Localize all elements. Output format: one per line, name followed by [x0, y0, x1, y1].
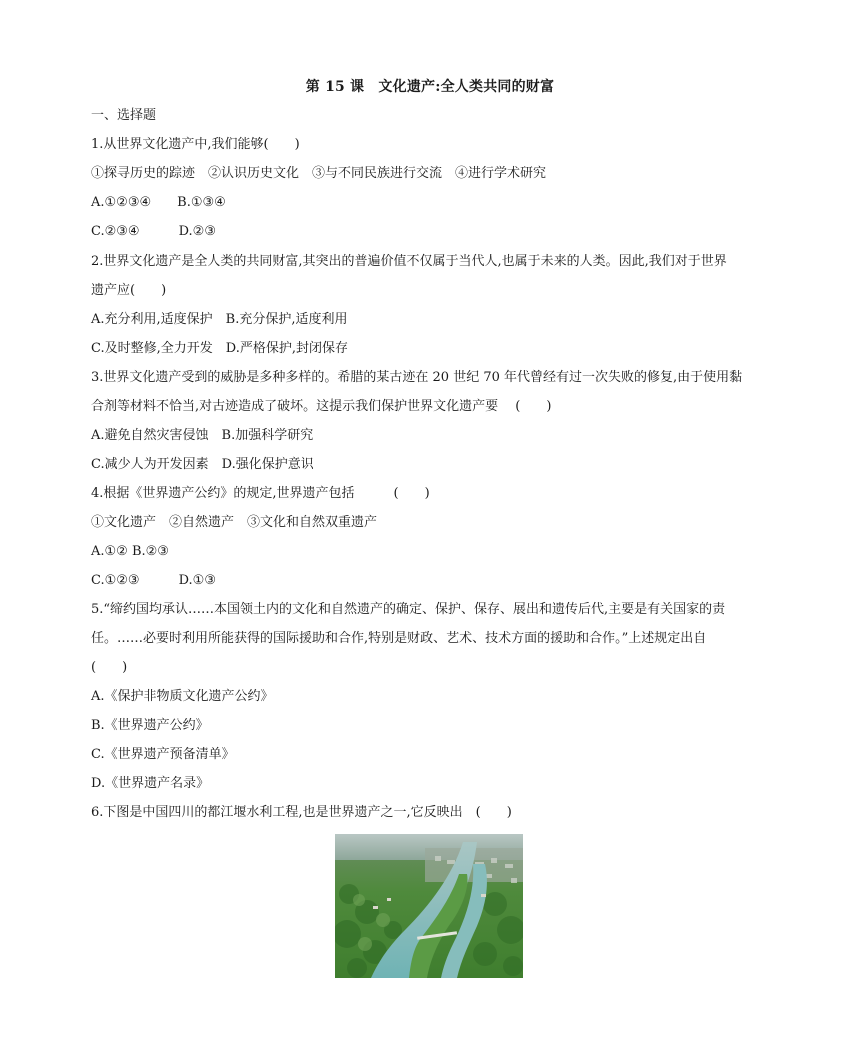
q6-stem: 6.下图是中国四川的都江堰水利工程,也是世界遗产之一,它反映出 ( ): [91, 805, 512, 820]
q5-option-c: C.《世界遗产预备清单》: [91, 747, 235, 762]
section-heading: 一、选择题: [91, 108, 157, 123]
q5-option-b: B.《世界遗产公约》: [91, 718, 209, 733]
q3-options-ab: A.避免自然灾害侵蚀 B.加强科学研究: [91, 428, 314, 443]
q3-options-cd: C.减少人为开发因素 D.强化保护意识: [91, 457, 314, 472]
q5-option-a: A.《保护非物质文化遗产公约》: [91, 689, 274, 704]
lesson-title: 第 15 课 文化遗产:全人类共同的财富: [305, 79, 555, 95]
q5-option-d: D.《世界遗产名录》: [91, 776, 210, 791]
q3-stem-line1: 3.世界文化遗产受到的威胁是多种多样的。希腊的某古迹在 20 世纪 70 年代曾经有过一次失败的修复,由于使用黏: [91, 370, 743, 385]
q4-options-cd: C.①②③ D.①③: [91, 573, 216, 588]
q2-options-cd: C.及时整修,全力开发 D.严格保护,封闭保存: [91, 341, 348, 356]
q1-items: ①探寻历史的踪迹 ②认识历史文化 ③与不同民族进行交流 ④进行学术研究: [91, 166, 547, 181]
dujiangyan-aerial-photo: [335, 834, 523, 978]
q3-stem-line2: 合剂等材料不恰当,对古迹造成了破坏。这提示我们保护世界文化遗产要 ( ): [91, 399, 552, 414]
q1-options-ab: A.①②③④ B.①③④: [91, 195, 226, 210]
q1-options-cd: C.②③④ D.②③: [91, 224, 216, 239]
q2-options-ab: A.充分利用,适度保护 B.充分保护,适度利用: [91, 312, 348, 327]
q5-stem-line2: 任。……必要时利用所能获得的国际援助和合作,特别是财政、艺术、技术方面的援助和合作。”上述规定出自: [91, 631, 707, 646]
q5-stem-line3: ( ): [91, 660, 128, 675]
q4-options-ab: A.①② B.②③: [91, 544, 169, 559]
q1-stem: 1.从世界文化遗产中,我们能够( ): [91, 137, 300, 152]
q4-stem: 4.根据《世界遗产公约》的规定,世界遗产包括 ( ): [91, 486, 430, 501]
q5-stem-line1: 5.“缔约国均承认……本国领土内的文化和自然遗产的确定、保护、保存、展出和遗传后代,主要是有关国家的责: [91, 602, 726, 617]
q4-items: ①文化遗产 ②自然遗产 ③文化和自然双重遗产: [91, 515, 378, 530]
q2-stem-line1: 2.世界文化遗产是全人类的共同财富,其突出的普遍价值不仅属于当代人,也属于未来的人类。因此,我们对于世界: [91, 254, 727, 269]
q2-stem-line2: 遗产应( ): [91, 283, 167, 298]
